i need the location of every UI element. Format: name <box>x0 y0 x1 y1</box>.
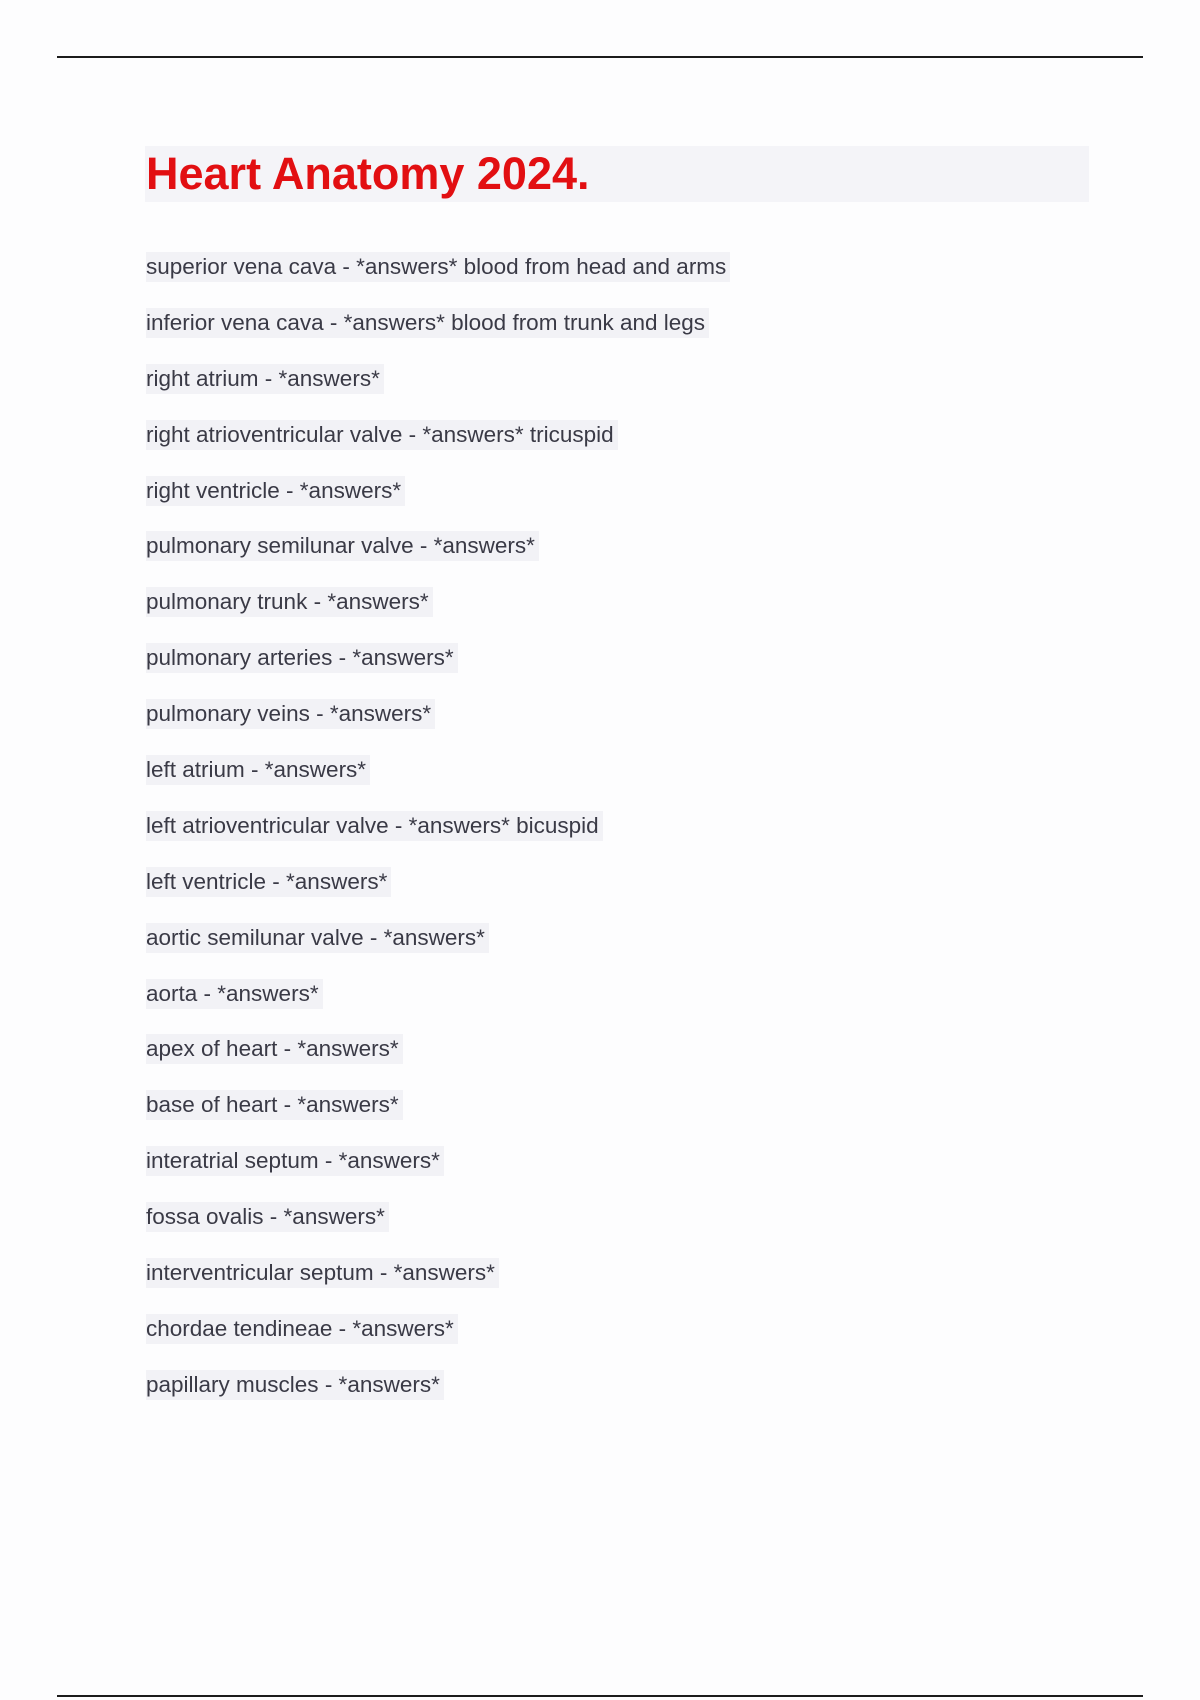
list-item <box>146 1090 730 1146</box>
entry-text: left atrioventricular valve - *answers* bicuspid <box>146 811 603 841</box>
entry-text: pulmonary trunk - *answers* <box>146 587 433 617</box>
entry-text: base of heart - *answers* <box>146 1090 403 1120</box>
entry-text: pulmonary arteries - *answers* <box>146 643 458 673</box>
entry-text: aorta - *answers* <box>146 979 323 1009</box>
bottom-rule <box>57 1695 1143 1697</box>
entry-text: inferior vena cava - *answers* blood from trunk and legs <box>146 308 709 338</box>
list-item <box>146 308 730 364</box>
entry-text: apex of heart - *answers* <box>146 1034 403 1064</box>
top-rule <box>57 56 1143 58</box>
list-item <box>146 1146 730 1202</box>
entry-text: left ventricle - *answers* <box>146 867 391 897</box>
entry-text: superior vena cava - *answers* blood from head and arms <box>146 252 730 282</box>
list-item <box>146 643 730 699</box>
entry-list <box>146 252 730 1426</box>
list-item <box>146 755 730 811</box>
list-item <box>146 476 730 532</box>
entry-text: interatrial septum - *answers* <box>146 1146 444 1176</box>
list-item <box>146 923 730 979</box>
list-item <box>146 1202 730 1258</box>
list-item <box>146 699 730 755</box>
entry-text: left atrium - *answers* <box>146 755 370 785</box>
entry-text: interventricular septum - *answers* <box>146 1258 499 1288</box>
entry-text: fossa ovalis - *answers* <box>146 1202 389 1232</box>
entry-text: right atrioventricular valve - *answers* tricuspid <box>146 420 618 450</box>
list-item <box>146 979 730 1035</box>
entry-text: aortic semilunar valve - *answers* <box>146 923 489 953</box>
list-item <box>146 1314 730 1370</box>
list-item <box>146 587 730 643</box>
list-item <box>146 811 730 867</box>
list-item <box>146 1258 730 1314</box>
list-item <box>146 867 730 923</box>
entry-text: papillary muscles - *answers* <box>146 1370 444 1400</box>
entry-text: chordae tendineae - *answers* <box>146 1314 458 1344</box>
document-title: Heart Anatomy 2024. <box>146 148 590 199</box>
list-item <box>146 531 730 587</box>
list-item <box>146 1034 730 1090</box>
list-item <box>146 252 730 308</box>
list-item <box>146 364 730 420</box>
list-item <box>146 1370 730 1426</box>
entry-text: right atrium - *answers* <box>146 364 384 394</box>
list-item <box>146 420 730 476</box>
entry-text: right ventricle - *answers* <box>146 476 405 506</box>
entry-text: pulmonary semilunar valve - *answers* <box>146 531 539 561</box>
entry-text: pulmonary veins - *answers* <box>146 699 435 729</box>
